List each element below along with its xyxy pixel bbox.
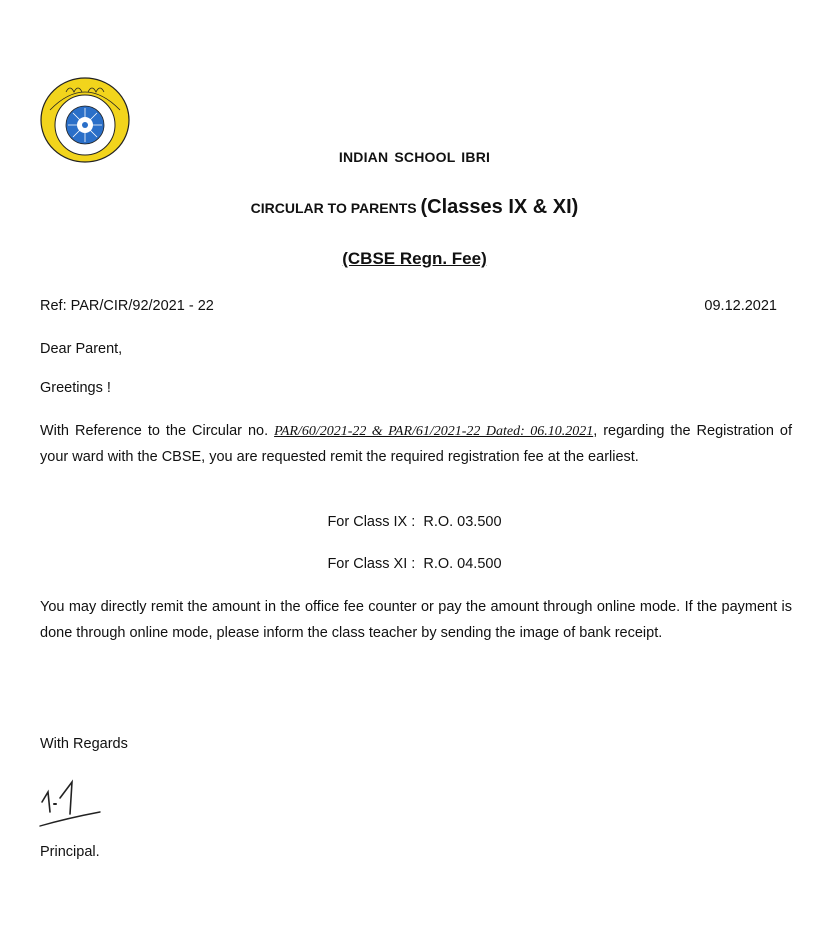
fee-class-xi (0, 556, 829, 572)
fee-label: For Class IX : (327, 514, 416, 530)
circular-date: 09.12.2021 (704, 298, 777, 314)
fee-amount: R.O. 04.500 (423, 556, 502, 572)
closing-regards: With Regards (40, 736, 128, 752)
fee-label: For Class XI : (327, 556, 416, 572)
circular-subject: (CBSE Regn. Fee) (342, 249, 487, 268)
fee-class-ix (0, 514, 829, 530)
payment-paragraph: You may directly remit the amount in the office fee counter or pay the amount through online mode. If the payment is done through online mode, please inform the class teacher by sending the image of bank receipt. (40, 599, 792, 641)
circular-prefix: CIRCULAR TO PARENTS (250, 200, 417, 216)
salutation: Dear Parent, (40, 341, 123, 357)
circular-title (0, 196, 829, 219)
para1-lead: With Reference to the Circular no. (40, 423, 275, 439)
fee-amount: R.O. 03.500 (423, 514, 502, 530)
greeting: Greetings ! (40, 380, 111, 396)
reference-paragraph (40, 419, 792, 470)
signatory-title: Principal. (40, 844, 100, 860)
para1-rest: , regarding the Registration of your ward with the CBSE, you are requested remit the required registration fee at the earliest. (40, 423, 792, 465)
signature-icon (38, 772, 108, 834)
reference-number: Ref: PAR/CIR/92/2021 - 22 (40, 298, 214, 314)
circular-classes: (Classes IX & XI) (420, 196, 579, 218)
school-name: INDIAN SCHOOL IBRI (338, 149, 491, 165)
referenced-circulars: PAR/60/2021-22 & PAR/61/2021-22 Dated: 06.10.2021 (274, 424, 594, 439)
